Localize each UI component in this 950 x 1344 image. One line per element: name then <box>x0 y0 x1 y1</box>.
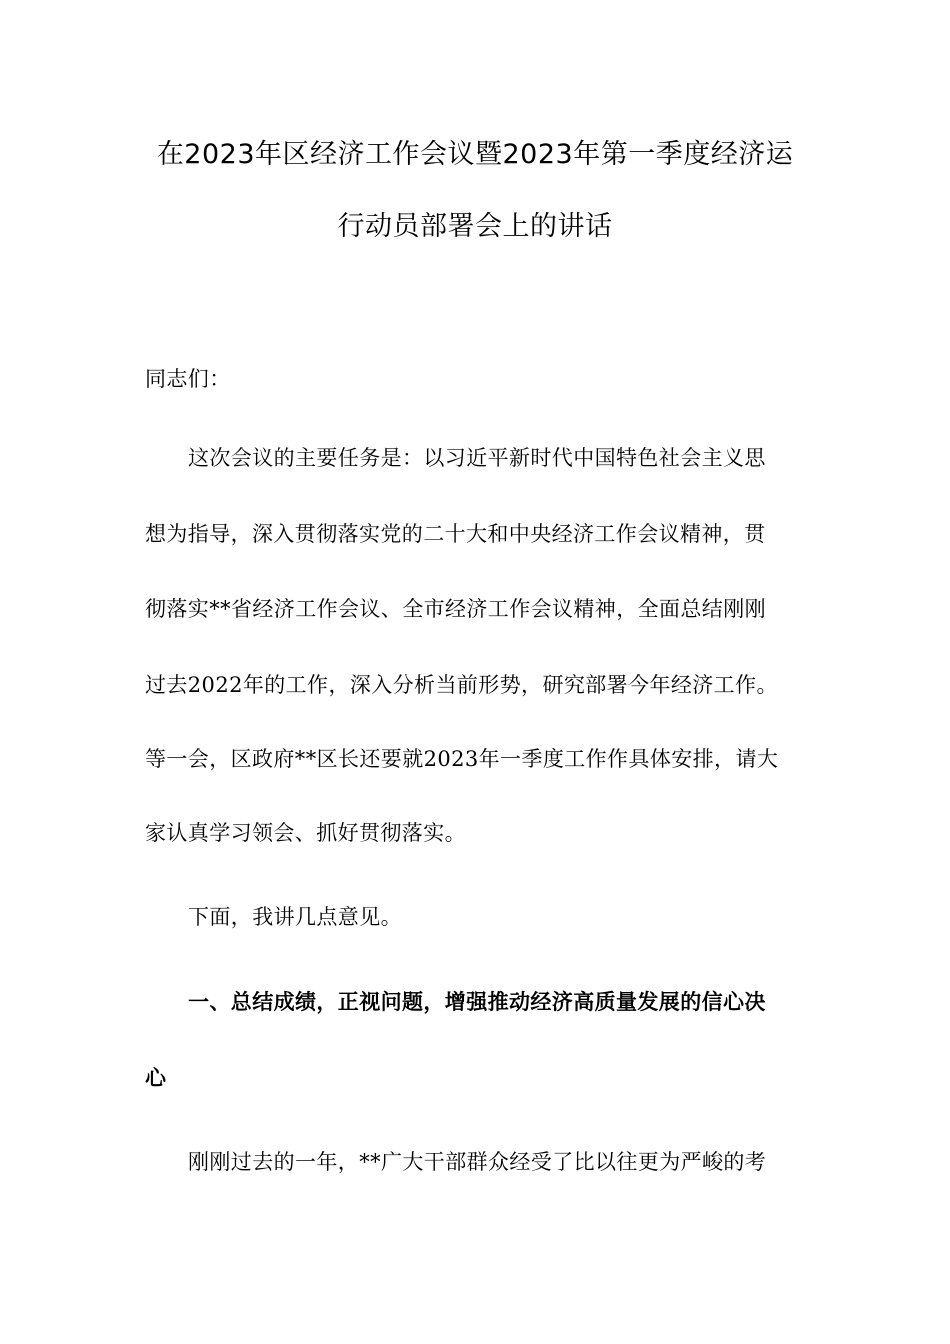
paragraph-1-line-4: 过去2022年的工作，深入分析当前形势，研究部署今年经济工作。 <box>145 673 778 697</box>
section-heading-1-line-2: 心 <box>145 1065 167 1090</box>
paragraph-1-line-3: 彻落实**省经济工作会议、全市经济工作会议精神，全面总结刚刚 <box>145 597 766 621</box>
paragraph-1-line-1: 这次会议的主要任务是：以习近平新时代中国特色社会主义思 <box>188 446 766 470</box>
document-title-line-1: 在2023年区经济工作会议暨2023年第一季度经济运 <box>156 139 794 170</box>
salutation: 同志们： <box>145 367 231 391</box>
document-title-line-2: 行动员部署会上的讲话 <box>337 211 613 242</box>
paragraph-1-line-5: 等一会，区政府**区长还要就2023年一季度工作作具体安排，请大 <box>145 747 779 771</box>
paragraph-2: 下面，我讲几点意见。 <box>188 905 402 929</box>
paragraph-1-line-2: 想为指导，深入贯彻落实党的二十大和中央经济工作会议精神，贯 <box>145 522 766 546</box>
section-heading-1-line-1: 一、总结成绩，正视问题，增强推动经济高质量发展的信心决 <box>188 989 766 1014</box>
paragraph-3-line-1: 刚刚过去的一年，**广大干部群众经受了比以往更为严峻的考 <box>188 1150 767 1174</box>
paragraph-1-line-6: 家认真学习领会、抓好贯彻落实。 <box>145 821 466 845</box>
